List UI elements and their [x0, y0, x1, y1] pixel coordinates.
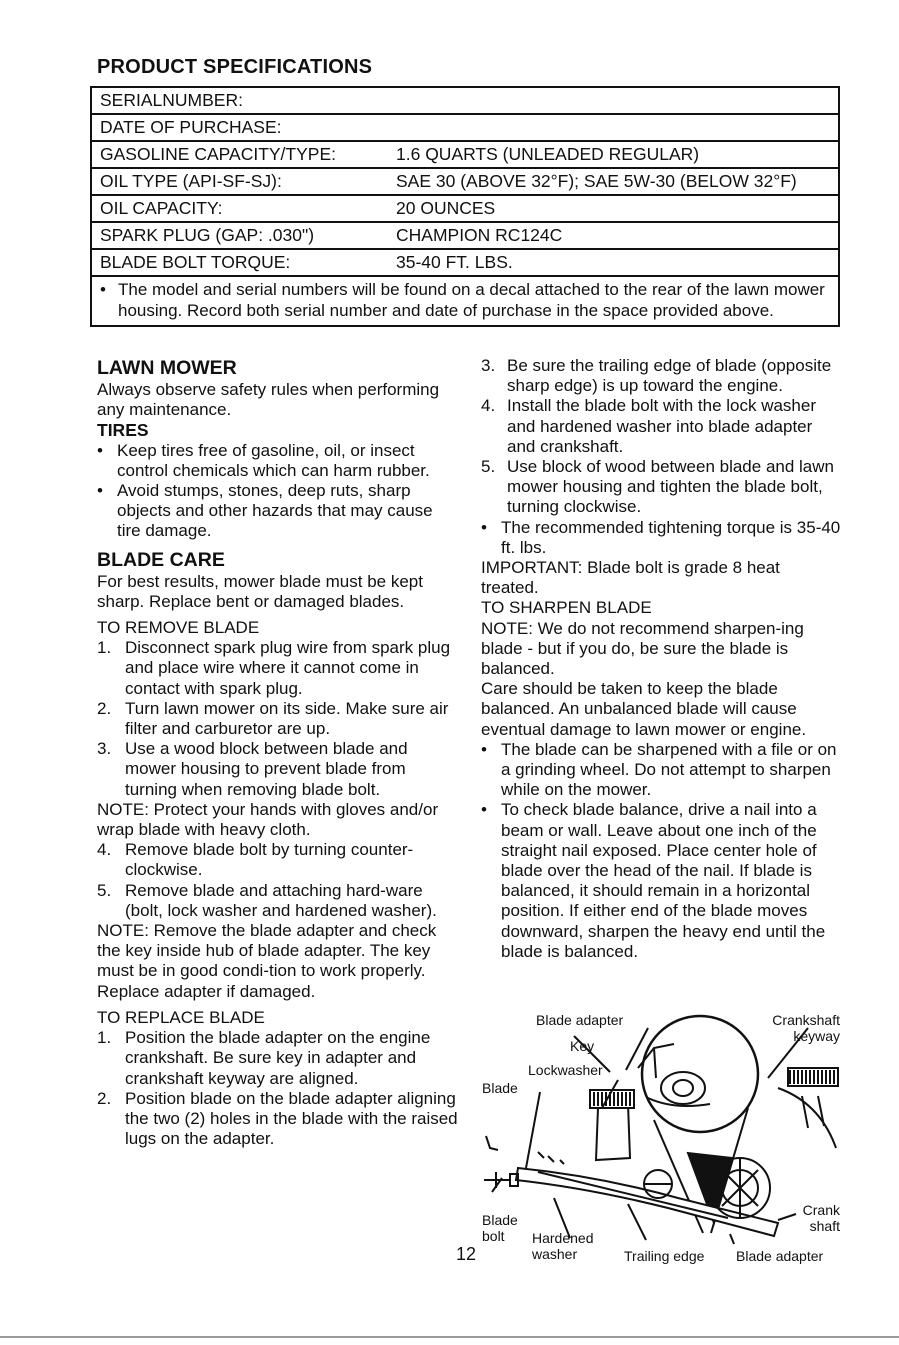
list-item — [481, 800, 841, 962]
spec-value: CHAMPION RC124C — [396, 225, 563, 245]
list-item — [481, 457, 841, 518]
important-note: IMPORTANT: Blade bolt is grade 8 heat treated. — [481, 558, 780, 598]
spec-label: BLADE BOLT TORQUE: — [100, 252, 291, 272]
tires-heading: TIRES — [97, 420, 149, 441]
bullet: • — [97, 440, 103, 460]
label-hardened-washer: Hardened washer — [532, 1230, 594, 1262]
list-item — [97, 840, 459, 880]
spec-row-serial — [92, 88, 838, 115]
spec-value: 20 OUNCES — [396, 198, 496, 218]
sharpen-heading: TO SHARPEN BLADE — [481, 598, 652, 618]
lawn-mower-text: Always observe safety rules when performing any maintenance. — [97, 380, 440, 420]
spec-row-oil-capacity — [92, 196, 838, 223]
step-number: 2. — [97, 698, 112, 718]
list-item — [97, 638, 459, 699]
spec-label: OIL CAPACITY: — [100, 198, 223, 218]
spec-row-spark-plug — [92, 223, 838, 250]
label-blade: Blade — [482, 1080, 518, 1096]
spec-value — [396, 88, 838, 113]
list-item — [481, 396, 841, 457]
bullet: • — [481, 800, 487, 820]
bullet: • — [481, 739, 487, 759]
spec-value — [396, 115, 838, 140]
step-text: Install the blade bolt with the lock washer and hardened washer into blade adapter and crankshaft. — [507, 396, 817, 456]
step-text: Remove blade and attaching hard-ware (bolt, lock washer and hardened washer). — [125, 880, 437, 920]
spec-row-torque — [92, 250, 838, 277]
blade-care-text: For best results, mower blade must be kept sharp. Replace bent or damaged blades. — [97, 571, 423, 611]
step-number: 4. — [97, 840, 112, 860]
specs-title: PRODUCT SPECIFICATIONS — [97, 56, 373, 78]
bullet: • — [481, 517, 487, 537]
right-column — [481, 356, 841, 962]
step-text: Disconnect spark plug wire from spark plug and place wire where it cannot come in contact with spark plug. — [125, 638, 451, 698]
list-item — [481, 518, 841, 558]
remove-blade-heading: TO REMOVE BLADE — [97, 618, 260, 638]
spec-note — [92, 277, 838, 325]
list-item — [97, 739, 459, 800]
step-number: 1. — [97, 1028, 112, 1048]
step-text: Be sure the trailing edge of blade (opposite sharp edge) is up toward the engine. — [507, 356, 832, 396]
list-item — [97, 1028, 459, 1089]
step-number: 4. — [481, 396, 496, 416]
note-gloves: NOTE: Protect your hands with gloves and/or wrap blade with heavy cloth. — [97, 799, 439, 840]
list-item — [481, 740, 841, 801]
step-number: 1. — [97, 638, 112, 658]
replace-blade-heading: TO REPLACE BLADE — [97, 1007, 265, 1027]
note-adapter: NOTE: Remove the blade adapter and check the key inside hub of blade adapter. The key must be in good condi-tion to work properly. Replace adapter if damaged. — [97, 921, 437, 1001]
step-text: Use block of wood between blade and lawn mower housing and tighten the blade bolt, turning clockwise. — [507, 457, 834, 517]
spec-value: 35-40 FT. LBS. — [396, 252, 513, 272]
step-number: 3. — [97, 739, 112, 759]
step-text: Position the blade adapter on the engine crankshaft. Be sure key in adapter and crankshaft keyway are aligned. — [125, 1028, 431, 1088]
bullet: • — [100, 280, 106, 299]
spec-label: GASOLINE CAPACITY/TYPE: — [100, 144, 336, 164]
spec-label: SERIALNUMBER: — [100, 90, 243, 110]
spec-label: DATE OF PURCHASE: — [100, 117, 282, 137]
bottom-divider — [0, 1336, 899, 1338]
sharpen-bullet-text: The blade can be sharpened with a file or on a grinding wheel. Do not attempt to sharpen while on the mower. — [501, 739, 837, 800]
label-crankshaft-keyway: Crankshaft keyway — [772, 1012, 840, 1044]
label-lockwasher: Lockwasher — [528, 1062, 603, 1078]
step-number: 2. — [97, 1088, 112, 1108]
list-item — [97, 1089, 459, 1150]
list-item — [97, 481, 459, 542]
spec-row-gasoline — [92, 142, 838, 169]
step-number: 5. — [481, 457, 496, 477]
spec-value: SAE 30 (ABOVE 32°F); SAE 5W-30 (BELOW 32°F) — [396, 171, 797, 191]
label-blade-adapter: Blade adapter — [536, 1012, 624, 1028]
label-blade-bolt: Blade bolt — [482, 1212, 518, 1244]
left-column — [97, 356, 459, 1149]
label-crank-shaft: Crank shaft — [802, 1202, 840, 1234]
spec-label: SPARK PLUG (GAP: .030") — [100, 225, 315, 245]
list-item — [97, 441, 459, 481]
spec-table — [90, 86, 840, 327]
note-sharpen: NOTE: We do not recommend sharpen-ing blade - but if you do, be sure the blade is balanced. — [481, 618, 804, 679]
step-number: 5. — [97, 880, 112, 900]
page-number: 12 — [456, 1244, 477, 1264]
blade-assembly-illustration — [478, 1008, 840, 1268]
blade-assembly-diagram — [478, 1008, 840, 1268]
torque-text: The recommended tightening torque is 35-40 ft. lbs. — [501, 517, 841, 557]
tire-bullet-text: Keep tires free of gasoline, oil, or insect control chemicals which can harm rubber. — [117, 440, 430, 480]
lawn-mower-heading: LAWN MOWER — [97, 357, 237, 379]
blade-care-heading: BLADE CARE — [97, 548, 225, 571]
step-text: Use a wood block between blade and mower housing to prevent blade from turning when removing blade bolt. — [125, 739, 408, 799]
label-trailing-edge: Trailing edge — [624, 1248, 705, 1264]
step-number: 3. — [481, 356, 496, 375]
spec-row-oil-type — [92, 169, 838, 196]
list-item — [97, 699, 459, 739]
spec-row-date — [92, 115, 838, 142]
spec-label: OIL TYPE (API-SF-SJ): — [100, 171, 282, 191]
step-text: Position blade on the blade adapter aligning the two (2) holes in the blade with the raised lugs on the adapter. — [125, 1088, 458, 1149]
care-text: Care should be taken to keep the blade balanced. An unbalanced blade will cause eventual damage to lawn mower or engine. — [481, 679, 807, 739]
step-text: Remove blade bolt by turning counter-clockwise. — [125, 840, 414, 880]
list-item — [97, 881, 459, 921]
bullet: • — [97, 481, 103, 501]
balance-bullet-text: To check blade balance, drive a nail into a beam or wall. Leave about one inch of the straight nail exposed. Place center hole of blade over the head of the nail. If blade is balanced, it should remain in a horizontal position. If either end of the blade moves downward, sharpen the heavy end until the blade is balanced. — [501, 800, 826, 961]
label-key: Key — [570, 1038, 595, 1054]
tire-bullet-text: Avoid stumps, stones, deep ruts, sharp objects and other hazards that may cause tire damage. — [117, 481, 433, 541]
list-item — [481, 356, 841, 396]
spec-value: 1.6 QUARTS (UNLEADED REGULAR) — [396, 144, 700, 164]
spec-note-text: The model and serial numbers will be found on a decal attached to the rear of the lawn mower housing. Record both serial number and date of purchase in the space provided above. — [118, 280, 825, 320]
step-text: Turn lawn mower on its side. Make sure air filter and carburetor are up. — [125, 698, 449, 739]
label-blade-adapter-bottom: Blade adapter — [736, 1248, 824, 1264]
